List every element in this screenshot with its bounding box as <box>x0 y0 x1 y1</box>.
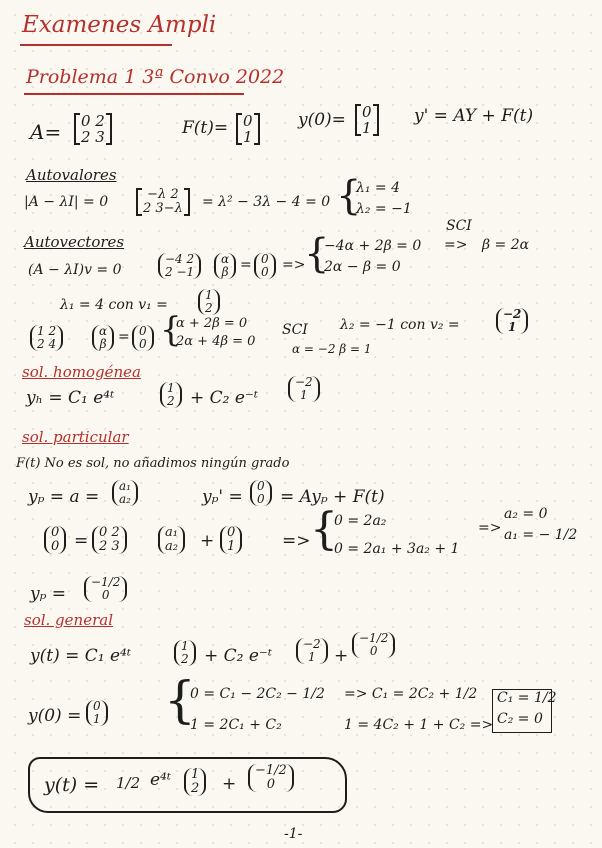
particular-zero-1: 0 <box>257 479 265 493</box>
problem-heading: Problema 1 3ª Convo 2022 <box>26 66 285 88</box>
general-y: y(t) = C₁ e⁴ᵗ <box>30 646 132 666</box>
lambda2-matrix-row-2: 2 4 <box>37 337 57 351</box>
final-fraction: 1/2 <box>116 774 141 792</box>
final-y: y(t) = <box>44 774 100 796</box>
homogeneous-yh: yₕ = C₁ e⁴ᵗ <box>26 388 115 408</box>
lambda2-alpha-beta <box>92 325 114 351</box>
page-title: Examenes Ampli <box>22 12 217 38</box>
eigenvalue-brace: { <box>336 173 362 219</box>
particular-note: F(t) No es sol, no añadimos ningún grado <box>16 456 290 471</box>
final-particular-row-2: 0 <box>266 777 276 792</box>
particular-yp-row-1: −1/2 <box>91 575 121 589</box>
beta-result: β = 2α <box>482 237 530 253</box>
general-v1-row-1: 1 <box>181 639 189 653</box>
general-particular-row-1: −1/2 <box>359 631 389 645</box>
homogeneous-v2-row-2: 1 <box>300 388 308 402</box>
zero-row-2: 0 <box>261 265 269 279</box>
equals-sign: = <box>240 257 252 273</box>
alpha-beta-vector <box>214 253 236 279</box>
A-row-2: 2 3 <box>81 128 105 146</box>
general-plus: + <box>334 646 349 666</box>
particular-lhs-2: 0 <box>51 539 60 554</box>
v2-row-1: −2 <box>503 307 522 321</box>
general-v2-row-2: 1 <box>308 650 316 664</box>
lambda2-beta: β <box>99 337 107 351</box>
particular-plus: + <box>200 531 215 551</box>
general-particular <box>352 632 395 658</box>
final-plus: + <box>222 774 237 794</box>
c1-value: C₁ = 1/2 <box>497 690 557 706</box>
general-brace: { <box>164 671 196 729</box>
F-row-1: 0 <box>243 112 253 130</box>
equals-sign-3: = <box>74 531 89 551</box>
lambda2-zero-1: 0 <box>139 324 147 338</box>
F-label: F(t)= <box>182 118 229 138</box>
A-row-1: 0 2 <box>81 112 105 130</box>
v1-vector <box>198 289 220 315</box>
det-matrix <box>136 188 190 216</box>
v1-row-1: 1 <box>205 288 213 302</box>
sci-label-2: SCI <box>282 322 308 338</box>
eigenvector-brace: { <box>304 231 330 277</box>
general-c2-term: + C₂ e⁻ᵗ <box>204 646 273 666</box>
lambda2-matrix-row-1: 1 2 <box>37 324 57 338</box>
particular-F-1: 0 <box>227 525 236 540</box>
homogeneous-v2 <box>288 376 320 402</box>
eigen-eq-2: 2α − β = 0 <box>324 259 401 275</box>
general-v2-row-1: −2 <box>303 637 321 651</box>
general-result-1: => C₁ = 2C₂ + 1/2 <box>344 686 478 702</box>
general-y0: y(0) = <box>28 706 82 726</box>
homogeneous-heading: sol. homogénea <box>22 363 141 381</box>
general-y0-vector <box>86 700 108 726</box>
particular-av-2: a₂ <box>165 539 178 554</box>
A-matrix <box>74 113 112 145</box>
particular-av <box>158 526 185 554</box>
particular-yp-vector <box>84 576 127 602</box>
implies-arrow: => <box>282 257 306 273</box>
v2-row-2: 1 <box>508 320 517 334</box>
general-eq-2: 1 = 2C₁ + C₂ <box>190 717 282 733</box>
eigenvalues-heading: Autovalores <box>26 166 117 184</box>
particular-a2: a₂ <box>119 492 131 506</box>
lambda-1: λ₁ = 4 <box>356 180 401 196</box>
particular-lhs <box>44 526 66 554</box>
lambda2-zero-2: 0 <box>139 337 147 351</box>
particular-arrow-2: => <box>478 520 502 536</box>
homogeneous-v1-row-2: 2 <box>167 394 175 408</box>
A-label: A= <box>30 120 62 144</box>
general-v1 <box>174 640 196 666</box>
particular-sys-1: 0 = 2a₂ <box>334 513 387 529</box>
lambda2-brace: { <box>160 310 182 350</box>
general-v2 <box>296 638 328 664</box>
v2-vector <box>496 308 528 334</box>
lambda-2: λ₂ = −1 <box>356 201 412 217</box>
y0-row-1: 0 <box>362 103 372 121</box>
particular-zero <box>250 480 272 506</box>
sci-label: SCI <box>446 218 472 234</box>
particular-yp-row-2: 0 <box>101 588 110 602</box>
F-vector <box>236 113 260 145</box>
lambda2-matrix <box>30 325 63 351</box>
det-row-2: 2 3−λ <box>143 201 183 216</box>
lambda2-vector-text: λ₂ = −1 con v₂ = <box>340 317 460 333</box>
y0-row-2: 1 <box>362 119 372 137</box>
page-number: -1- <box>284 826 303 842</box>
y0-label: y(0)= <box>298 110 346 130</box>
char-equation: |A − λI| = 0 <box>24 194 109 210</box>
particular-sys-2: 0 = 2a₁ + 3a₂ + 1 <box>334 541 460 557</box>
general-particular-row-2: 0 <box>369 644 378 658</box>
general-result-2: 1 = 4C₂ + 1 + C₂ => <box>344 717 494 733</box>
final-particular <box>248 764 294 792</box>
title-underline <box>20 44 172 46</box>
particular-brace: { <box>310 504 338 555</box>
homogeneous-c2-term: + C₂ e⁻ᵗ <box>190 388 259 408</box>
eigen-eq-1: −4α + 2β = 0 <box>324 238 422 254</box>
sci-arrow: => <box>444 237 468 253</box>
homogeneous-v1-row-1: 1 <box>167 381 175 395</box>
particular-yp-final: yₚ = <box>30 584 67 604</box>
problem-underline <box>24 93 244 95</box>
lambda1-matrix <box>158 253 201 279</box>
particular-F <box>220 526 242 554</box>
final-exponential: e⁴ᵗ <box>150 770 172 790</box>
y0-vector <box>355 104 379 136</box>
particular-rhs: = Ayₚ + F(t) <box>280 487 385 507</box>
lambda1-matrix-row-1: −4 2 <box>165 252 195 266</box>
particular-a2-result: a₂ = 0 <box>504 506 548 522</box>
general-y0-row-2: 1 <box>93 712 101 726</box>
particular-A <box>92 526 127 554</box>
particular-yp: yₚ = a = <box>28 487 100 507</box>
particular-arrow: => <box>282 531 311 551</box>
characteristic-polynomial: = λ² − 3λ − 4 = 0 <box>202 194 331 210</box>
particular-heading: sol. particular <box>22 428 129 446</box>
det-row-1: −λ 2 <box>147 187 179 202</box>
particular-av-1: a₁ <box>165 525 178 540</box>
general-eq-1: 0 = C₁ − 2C₂ − 1/2 <box>190 686 325 702</box>
zero-vector <box>254 253 276 279</box>
lambda2-eq-2: 2α + 4β = 0 <box>176 334 256 349</box>
particular-lhs-1: 0 <box>51 525 60 540</box>
final-v1 <box>184 768 206 796</box>
eigen-system: (A − λI)v = 0 <box>28 262 122 278</box>
general-heading: sol. general <box>24 611 113 629</box>
particular-A-row-1: 0 2 <box>99 525 120 540</box>
lambda2-alpha: α <box>99 324 108 338</box>
ode-equation: y' = AY + F(t) <box>414 106 534 126</box>
lambda2-zero <box>132 325 154 351</box>
final-v1-row-2: 2 <box>191 781 200 796</box>
lambda2-eq-1: α + 2β = 0 <box>176 316 248 331</box>
particular-yp-prime: yₚ' = <box>202 487 243 507</box>
homogeneous-v2-row-1: −2 <box>295 375 313 389</box>
lambda1-vector-text: λ₁ = 4 con v₁ = <box>60 297 168 313</box>
alpha-beta-values: α = −2 β = 1 <box>292 342 372 356</box>
final-particular-row-1: −1/2 <box>255 763 287 778</box>
c2-value: C₂ = 0 <box>497 711 543 727</box>
particular-a-vector <box>112 480 138 506</box>
general-v1-row-2: 2 <box>181 652 189 666</box>
particular-a1: a₁ <box>119 479 131 493</box>
v1-row-2: 2 <box>205 301 213 315</box>
zero-row-1: 0 <box>261 252 269 266</box>
homogeneous-v1 <box>160 382 182 408</box>
final-v1-row-1: 1 <box>191 767 200 782</box>
beta-row: β <box>221 265 229 279</box>
particular-F-2: 1 <box>227 539 236 554</box>
lambda1-matrix-row-2: 2 −1 <box>165 265 195 279</box>
particular-a1-result: a₁ = − 1/2 <box>504 527 578 543</box>
alpha-row: α <box>221 252 230 266</box>
equals-sign-2: = <box>118 329 130 345</box>
particular-zero-2: 0 <box>257 492 265 506</box>
particular-A-row-2: 2 3 <box>99 539 120 554</box>
general-y0-row-1: 0 <box>93 699 101 713</box>
eigenvectors-heading: Autovectores <box>24 233 125 251</box>
F-row-2: 1 <box>243 128 253 146</box>
